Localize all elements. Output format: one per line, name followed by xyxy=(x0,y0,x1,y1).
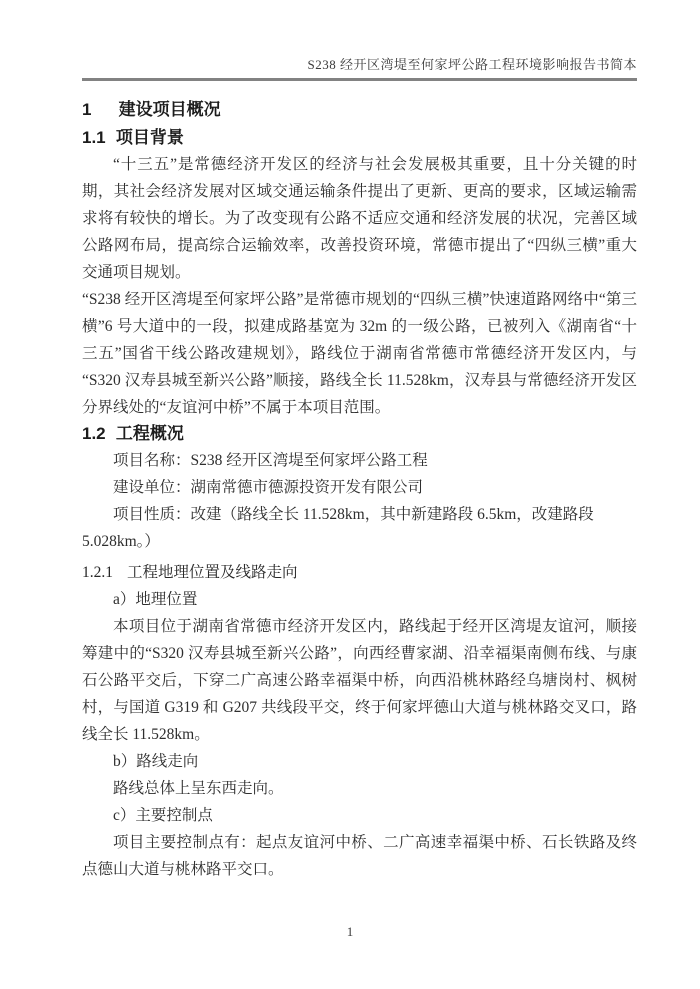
section-background-number: 1.1 xyxy=(82,128,106,147)
control-points-paragraph: 项目主要控制点有：起点友谊河中桥、二广高速幸福渠中桥、石长铁路及终点德山大道与桃林路平交口。 xyxy=(82,834,637,878)
route-direction-line: 路线总体上呈东西走向。 xyxy=(113,780,284,797)
section-location-number: 1.2.1 xyxy=(82,564,113,581)
construction-unit-line: 建设单位：湖南常德市德源投资开发有限公司 xyxy=(113,479,424,496)
section-location-title: 工程地理位置及线路走向 xyxy=(126,564,298,581)
section-overview-title: 工程概况 xyxy=(115,424,184,443)
background-paragraph-1: “十三五”是常德经济开发区的经济与社会发展极其重要，且十分关键的时期，其社会经济发展对区域交通运输条件提出了更新、更高的要求，区域运输需求将有较快的增长。为了改变现有公路不适应交通和经济发展的状况，完善区域公路网布局，提高综合运输效率，改善投资环境，常德市提出了“四纵三横”重大交通项目规划。 xyxy=(82,156,637,281)
chapter-number: 1 xyxy=(82,100,92,119)
project-name-line: 项目名称：S238 经开区湾堤至何家坪公路工程 xyxy=(113,452,428,469)
chapter-heading xyxy=(82,99,637,121)
item-c-label: c）主要控制点 xyxy=(113,807,213,824)
location-paragraph-a: 本项目位于湖南省常德市经济开发区内，路线起于经开区湾堤友谊河，顺接筹建中的“S320 汉寿县城至新兴公路”，向西经曹家湖、沿幸福渠南侧布线、与康石公路平交后，下穿二广高速公路幸福渠中桥，向西沿桃林路经乌塘岗村、枫树村，与国道 G319 和 G207 共线段平交，终于何家坪德山大道与桃林路交叉口，路线全长 11.528km。 xyxy=(82,618,637,743)
section-overview-number: 1.2 xyxy=(82,424,106,443)
item-a-label: a）地理位置 xyxy=(113,591,198,608)
page-number-value: 1 xyxy=(346,924,354,939)
header-title: S238 经开区湾堤至何家坪公路工程环境影响报告书简本 xyxy=(307,57,637,72)
background-paragraph-2: “S238 经开区湾堤至何家坪公路”是常德市规划的“四纵三横”快速道路网络中“第三横”6 号大道中的一段，拟建成路基宽为 32m 的一级公路，已被列入《湖南省“十三五”国省干线公路改建规划》，路线位于湖南省常德市常德经济开发区内，与“S320 汉寿县城至新兴公路”顺接，路线全长 11.528km，汉寿县与常德经济开发区分界线处的“友谊河中桥”不属于本项目范围。 xyxy=(82,291,637,416)
page-number xyxy=(0,924,700,940)
overview-info-block xyxy=(82,447,637,555)
page-header xyxy=(82,57,637,81)
chapter-title: 建设项目概况 xyxy=(118,100,221,119)
section-background-heading xyxy=(82,127,637,149)
section-overview-heading xyxy=(82,423,637,445)
section-background-title: 项目背景 xyxy=(115,128,184,147)
project-nature-line: 项目性质：改建（路线全长 11.528km，其中新建路段 6.5km，改建路段 5.028km。） xyxy=(82,506,594,550)
section-location-heading xyxy=(82,559,637,586)
item-b-label: b）路线走向 xyxy=(113,753,199,770)
